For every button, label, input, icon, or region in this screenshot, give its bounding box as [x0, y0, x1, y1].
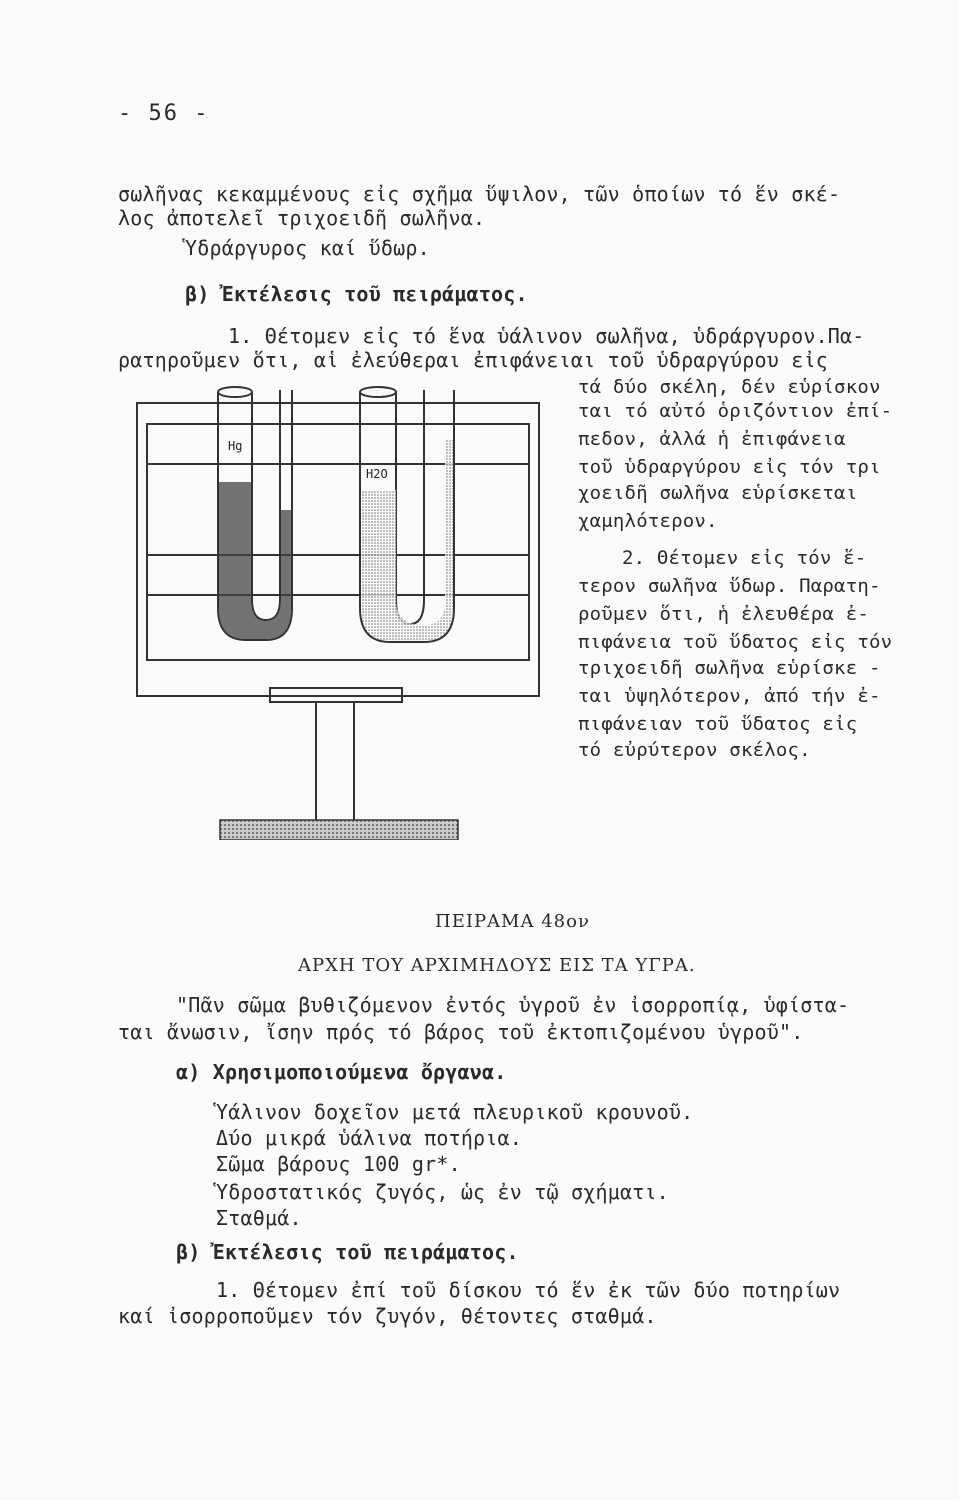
- step-line: τό εὐρύτερον σκέλος.: [578, 739, 811, 761]
- page-number: - 56 -: [118, 101, 210, 126]
- step-line: ροῦμεν ὅτι, ἡ ἐλευθέρα ἐ-: [578, 603, 869, 625]
- capillary-figure: [128, 380, 548, 840]
- paragraph-line: λος ἀποτελεῖ τριχοειδῆ σωλῆνα.: [118, 206, 486, 230]
- step-line: πεδον, ἀλλά ἡ ἐπιφάνεια: [578, 428, 846, 450]
- step-line: χαμηλότερον.: [578, 510, 718, 532]
- quote-line: ται ἄνωσιν, ἴσην πρός τό βάρος τοῦ ἐκτοπιζομένου ὑγροῦ".: [118, 1020, 804, 1044]
- section-heading: α) Χρησιμοποιούμενα ὄργανα.: [176, 1060, 507, 1084]
- mercury-label: Hg: [228, 439, 243, 453]
- step-line: τοῦ ὑδραργύρου εἰς τόν τρι: [578, 456, 881, 478]
- final-line: 1. Θέτομεν ἐπί τοῦ δίσκου τό ἕν ἐκ τῶν δύο ποτηρίων: [216, 1278, 841, 1302]
- step-line: τερον σωλῆνα ὕδωρ. Παρατη-: [578, 575, 881, 597]
- instrument-item: Δύο μικρά ὑάλινα ποτήρια.: [216, 1126, 523, 1150]
- step-line: χοειδῆ σωλῆνα εὑρίσκεται: [578, 482, 858, 504]
- final-line: καί ἰσορροποῦμεν τόν ζυγόν, θέτοντες σταθμά.: [118, 1304, 657, 1328]
- instrument-item: Ὑδροστατικός ζυγός, ὡς ἐν τῷ σχήματι.: [216, 1180, 669, 1204]
- experiment-title: ΠΕΙΡΑΜΑ 48ον: [435, 911, 590, 932]
- water-label: H2O: [366, 467, 388, 481]
- step-line: ται τό αὐτό ὁριζόντιον ἐπί-: [578, 400, 893, 422]
- step-line: ρατηροῦμεν ὅτι, αἱ ἐλεύθεραι ἐπιφάνειαι τοῦ ὑδραργύρου εἰς: [118, 348, 828, 372]
- quote-line: "Πᾶν σῶμα βυθιζόμενον ἐντός ὑγροῦ ἐν ἰσορροπίᾳ, ὑφίστα-: [176, 993, 850, 1017]
- step-line: τριχοειδῆ σωλῆνα εὑρίσκε -: [578, 657, 881, 679]
- section-heading: β) Ἐκτέλεσις τοῦ πειράματος.: [185, 282, 528, 306]
- principle-title: ΑΡΧΗ ΤΟΥ ΑΡΧΙΜΗΔΟΥΣ ΕΙΣ ΤΑ ΥΓΡΑ.: [298, 955, 696, 976]
- step-line: τά δύο σκέλη, δέν εὑρίσκον: [578, 376, 881, 398]
- step-line: πιφάνεια τοῦ ὕδατος εἰς τόν: [578, 631, 893, 653]
- step-line: ται ὑψηλότερον, ἀπό τήν ἐ-: [578, 685, 881, 707]
- step-line: 1. Θέτομεν εἰς τό ἕνα ὑάλινον σωλῆνα, ὑδράργυρον.Πα-: [228, 324, 865, 348]
- instrument-item: Σταθμά.: [216, 1206, 302, 1230]
- paragraph-line: σωλῆνας κεκαμμένους εἰς σχῆμα ὕψιλον, τῶν ὁποίων τό ἕν σκέ-: [118, 182, 841, 206]
- instrument-item: Ὑάλινον δοχεῖον μετά πλευρικοῦ κρουνοῦ.: [216, 1100, 694, 1124]
- materials-line: Ὑδράργυρος καί ὕδωρ.: [185, 236, 430, 260]
- step-line: 2. Θέτομεν εἰς τόν ἕ-: [622, 547, 867, 569]
- section-heading: β) Ἐκτέλεσις τοῦ πειράματος.: [176, 1240, 519, 1264]
- step-line: πιφάνειαν τοῦ ὕδατος εἰς: [578, 713, 858, 735]
- instrument-item: Σῶμα βάρους 100 gr*.: [216, 1152, 461, 1176]
